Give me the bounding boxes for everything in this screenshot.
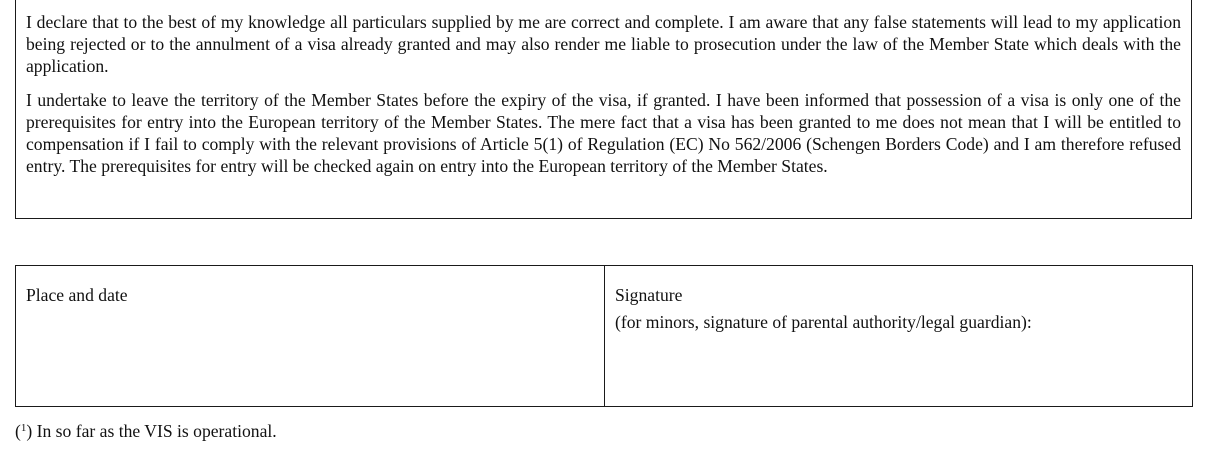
footnote-close-paren: ) bbox=[26, 421, 33, 441]
declaration-paragraph-1: I declare that to the best of my knowledge all particulars supplied by me are correct and complete. I am aware that any false statements will lead to my application being rejected or to the annulment of a visa already granted and may also render me liable to prosecution under the law of the Member State which deals with the application. bbox=[26, 12, 1181, 76]
signature-note: (for minors, signature of parental authority/legal guardian): bbox=[615, 312, 1032, 332]
signature-field[interactable] bbox=[605, 266, 1192, 406]
declaration-box bbox=[15, 0, 1192, 219]
place-date-label: Place and date bbox=[26, 285, 128, 305]
footnote bbox=[15, 417, 277, 442]
signature-label: Signature bbox=[615, 285, 683, 305]
footnote-number: 1 bbox=[20, 422, 27, 434]
place-date-field[interactable] bbox=[16, 266, 605, 406]
footnote-text: In so far as the VIS is operational. bbox=[32, 421, 277, 441]
declaration-paragraph-2: I undertake to leave the territory of the Member States before the expiry of the visa, if granted. I have been informed that possession of a visa is only one of the prerequisites for entry into the European territory of the Member States. The mere fact that a visa has been granted to me does not mean that I will be entitled to compensation if I fail to comply with the relevant provisions of Article 5(1) of Regulation (EC) No 562/2006 (Schengen Borders Code) and I am therefore refused entry. The prerequisites for entry will be checked again on entry into the European territory of the Member States. bbox=[26, 90, 1181, 176]
footnote-open-paren: ( bbox=[15, 421, 21, 441]
signature-table bbox=[15, 265, 1193, 407]
